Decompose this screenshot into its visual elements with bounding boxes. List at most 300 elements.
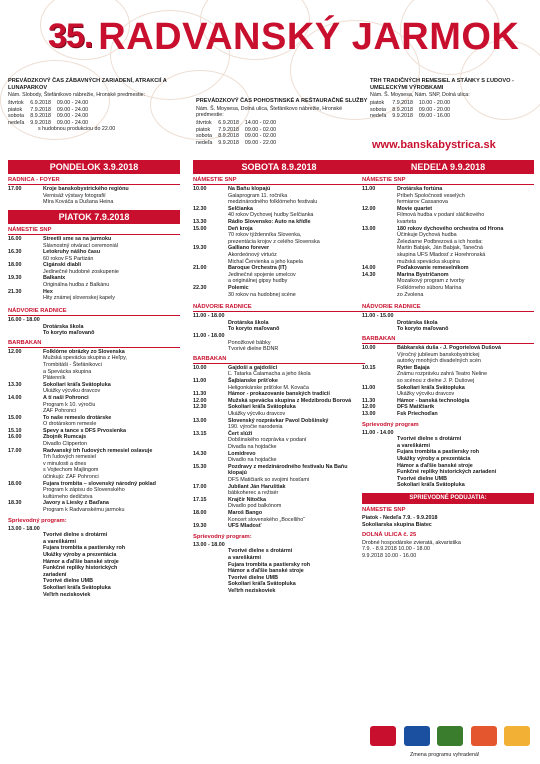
event-details	[43, 249, 180, 262]
event-time: 14.30	[362, 271, 376, 278]
event-description: Program k zápisu do Slovenského kultúrneho dedičstva	[43, 487, 125, 500]
event-description: Účinkuje Dychová hudba Železiarne Podbrezová a ich hostia: Martin Babjak, Ján Babjak, Tanečná skupina UFS Mladosť z Horehronská mužská spevácka skupina	[397, 232, 486, 265]
event-description: Známu rozprávku zahrá Teatro Neline so scénou z dielne J. P. Dušovej	[397, 371, 488, 385]
event-description: Galaprogram 11. ročníka medzinárodného folklórneho festivalu	[228, 192, 318, 206]
list-item: Fujara trombita a pastiersky roh	[228, 561, 311, 568]
venue-time	[8, 317, 180, 324]
event-title: Bábkarská duša - J. Pogorielová Dušová	[397, 345, 501, 352]
info-right-sub: Nám. Š. Moysesa, Nám. SNP, Dolná ulica:	[370, 92, 470, 99]
university-logo	[404, 726, 430, 746]
schedule-cell: 6.9.2018	[218, 119, 239, 126]
list-item: 9.9.2018 10.00 - 16.00	[362, 552, 417, 559]
event-details	[43, 448, 180, 481]
list-item: To koryto maľovanô	[397, 326, 449, 333]
schedule-row	[370, 100, 456, 107]
event-item	[362, 385, 534, 398]
schedule-row	[8, 107, 94, 114]
event-time: 22.30	[193, 284, 207, 291]
event-description: O drotárskom remesle	[43, 421, 97, 428]
event-item	[193, 265, 365, 285]
event-title: Slovenský rozprávkar Pavol Dobšinský	[228, 417, 329, 424]
info-left-table	[8, 100, 94, 126]
info-mid-sub: Nám. Š. Moysesa, Dolná ulica, Štefánikovo nábrežie, Hronské predmestie:	[196, 105, 343, 119]
event-description: 70 rokov týždenníka Slovenka, prezentácia krojov z celého Slovenska	[228, 232, 320, 245]
event-title: Selčianka	[228, 205, 253, 212]
event-time: 13.00	[193, 417, 207, 424]
event-description: Originálna hudba z Balkánu	[43, 282, 110, 289]
info-right-table	[370, 100, 456, 120]
event-description: Dobšinského rozprávka v podaní Divadla na hojdačke	[228, 437, 307, 450]
event-title: Šajbianske pršťoke	[228, 378, 278, 385]
list-item: Tvorivé dielne s drotármi a vareškármi	[397, 436, 462, 449]
event-details	[228, 464, 365, 484]
day-header-friday: PIATOK 7.9.2018	[8, 210, 180, 224]
venue-time	[193, 333, 365, 340]
schedule-cell: piatok	[196, 126, 211, 133]
venue-nadvorie-radnice: NÁDVORIE RADNICE	[193, 304, 365, 312]
event-item	[193, 431, 365, 451]
venue-namestie-snp: NÁMESTIE SNP	[362, 177, 534, 185]
event-details	[397, 206, 534, 226]
event-details	[397, 265, 534, 272]
events-barbakan	[362, 345, 534, 418]
event-title: 180 rokov dychového orchestra od Hrona	[397, 225, 504, 232]
schedule-cell: 6.9.2018	[30, 100, 51, 107]
event-description: Mužská spevácka skupina z Heľpy, Trombitáši - Štefánikovci a Spevácka skupina Plátenník	[43, 355, 127, 382]
event-title: Folklórne obrázky zo Slovenska	[43, 348, 125, 355]
event-item	[193, 418, 365, 431]
event-time: 14.30	[193, 450, 207, 457]
event-item	[193, 451, 365, 464]
event-item	[8, 448, 180, 481]
event-item	[8, 415, 180, 428]
schedule-cell: 09.00 - 24.00	[56, 100, 89, 107]
schedule-cell: 8.9.2018	[392, 106, 413, 113]
event-item	[8, 289, 180, 302]
list-item: Tvorivé dielne UMB	[228, 574, 279, 581]
event-title: Sokoliari kráľa Svätopluka	[43, 381, 111, 388]
event-details	[228, 265, 365, 285]
event-time: 16.00	[8, 434, 22, 441]
time: 13.00 - 18.00	[193, 541, 225, 548]
events-barbakan	[193, 365, 365, 530]
event-title: Fujara trombita – slovenský národný poklad	[43, 480, 156, 487]
event-details	[43, 275, 180, 288]
venue-nadvorie-radnice: NÁDVORIE RADNICE	[362, 304, 534, 312]
list-item: Hámor a ďaľšie banské stroje Funkčné repliky historických zariadení	[397, 462, 497, 476]
event-description: 40 rokov Dychovej hudby Selčianka	[228, 212, 314, 219]
event-details	[43, 481, 180, 501]
event-item	[8, 249, 180, 262]
schedule-cell: 09.00 - 24.00	[56, 119, 89, 126]
event-details	[43, 186, 180, 206]
event-title: DFS Matičiarik	[397, 404, 435, 411]
event-details	[43, 289, 180, 302]
events-sprievodny	[193, 548, 365, 594]
event-item	[193, 404, 365, 417]
event-title: Gajdoši a gajdošici	[228, 364, 278, 371]
venue-time	[362, 313, 534, 320]
event-title: Rytier Bajaja	[397, 364, 430, 371]
event-time: 19.30	[193, 523, 207, 530]
event-title: Pozdravy z medzinárodného festivalu Na Baňu klopajú	[228, 463, 348, 477]
event-time: 12.00	[8, 348, 22, 355]
event-time: 12.00	[193, 397, 207, 404]
event-time: 12.00	[362, 404, 376, 411]
event-description: 60 rokov FS Partizán	[43, 255, 94, 262]
list-item: Fujara trombita a pastiersky roh Ukážky výroby a prezentácia	[397, 449, 480, 463]
schedule-row	[196, 140, 282, 147]
event-time: 15.00	[8, 414, 22, 421]
event-title: Drotárska fortúna	[397, 186, 443, 193]
venue-time	[193, 542, 365, 549]
event-details	[228, 510, 365, 523]
list-item: Drobné hospodárske zvieratá, akvaristika	[362, 539, 461, 546]
schedule-row	[370, 107, 456, 114]
venue-sprievodny: Sprievodný program:	[193, 533, 252, 540]
event-details	[397, 226, 534, 266]
list-item: Veľtrh neziskoviek	[43, 591, 91, 598]
event-details	[43, 434, 180, 447]
event-description: Trh ľudových remesiel v minulosti a dnes s Vojtechom Majlingom účinkujú: ZAF Pohronci	[43, 454, 99, 481]
venue-barbakan: BARBAKAN	[8, 340, 180, 348]
event-time: 10.15	[362, 364, 376, 371]
venue-time	[193, 313, 365, 320]
schedule-cell: nedeľa	[196, 139, 213, 146]
schedule-cell: sobota	[370, 106, 386, 113]
event-time: 21.00	[193, 265, 207, 272]
event-time: 14.00	[8, 394, 22, 401]
info-mid-table	[196, 120, 282, 146]
list-item: Drotárska škola	[43, 323, 84, 330]
list-item: Tvorivé dielne BDNR	[228, 346, 279, 353]
event-item	[8, 349, 180, 382]
time: 11.00 - 14.00	[362, 429, 394, 436]
event-item	[362, 186, 534, 206]
list-item: Fujara trombita a pastiersky roh Ukážky výroby a prezentácia	[43, 545, 126, 559]
partner-logo	[437, 726, 463, 746]
event-item	[8, 395, 180, 415]
event-description: Príbeh Spoločnosti veselých fermiarov Cassanova	[397, 192, 465, 206]
event-details	[228, 219, 365, 226]
events-side-dolna	[362, 540, 534, 560]
events-sprievodny	[362, 436, 534, 489]
event-details	[397, 272, 534, 298]
event-item	[362, 411, 534, 418]
event-details	[397, 411, 534, 418]
venue-nadvorie-radnice: NÁDVORIE RADNICE	[8, 308, 180, 316]
event-details	[228, 451, 365, 464]
info-right-title: TRH TRADIČNÝCH REMESIEL A STÁNKY S ĽUDOVO - UMELECKÝMI VÝROBKAMI	[370, 78, 514, 91]
list-item: Tvorivé dielne s drotármi a vareškármi	[43, 532, 108, 545]
event-time: 17.00	[8, 186, 22, 193]
event-time: 11.30	[193, 391, 207, 398]
event-details	[228, 365, 365, 378]
event-description: Jedinečné spojenie umelcov a originálnej gipsy hudby	[228, 271, 296, 285]
event-title: Galliano forever	[228, 245, 270, 252]
event-time: 10.00	[193, 364, 207, 371]
website-link[interactable]: www.banskabystrica.sk	[372, 139, 496, 151]
event-title: Maroš Bango	[228, 509, 263, 516]
event-details	[397, 398, 534, 405]
event-details	[43, 500, 180, 513]
event-details	[397, 186, 534, 206]
event-description: Program k 10. výročiu ZAF Pohronci	[43, 401, 96, 415]
event-time: 15.10	[8, 427, 22, 434]
event-time: 12.30	[193, 404, 207, 411]
list-item: Sokoliari kráľa Svätopluka	[43, 585, 111, 591]
event-item	[8, 236, 180, 249]
event-details	[397, 365, 534, 385]
event-time: 17.00	[193, 483, 207, 490]
event-time: 13.15	[193, 430, 207, 437]
event-title: Spevy a tance s DFS Prvosienka	[43, 427, 126, 434]
info-left-title: PREVÁDZKOVÝ ČAS ZÁBAVNÝCH ZARIADENÍ, ATRAKCIÍ A LUNAPARKOV	[8, 78, 167, 91]
event-title: To naše remeslo drotárske	[43, 414, 112, 421]
schedule-cell: 9.9.2018	[30, 119, 51, 126]
event-description: Akordeónový virtuóz Michal Červienka a jeho kapela	[228, 252, 303, 265]
event-time: 16.30	[8, 249, 22, 256]
event-title: UFS Mladosť	[228, 523, 262, 530]
event-time: 11.00	[362, 186, 376, 193]
time: 13.00 - 18.00	[8, 525, 40, 532]
event-details	[397, 345, 534, 365]
event-item	[193, 285, 365, 298]
event-details	[228, 431, 365, 451]
event-description: Filmová hudba v podaní sláčikového kvarteta	[397, 212, 485, 226]
event-details	[228, 378, 365, 391]
event-details	[228, 497, 365, 510]
list-item: Sokoliarska skupina Biatec	[362, 521, 432, 528]
event-item	[362, 398, 534, 405]
page-title	[48, 14, 519, 60]
event-item	[8, 275, 180, 288]
venue-namestie-snp: NÁMESTIE SNP	[193, 177, 365, 185]
event-item	[362, 345, 534, 365]
event-time: 16.00	[8, 235, 22, 242]
event-title: Javory a Liesky z Baďana	[43, 500, 109, 507]
venue-time	[8, 526, 180, 533]
info-left-note: s hudobnou produkciou do 22.00	[38, 126, 116, 133]
list-item: Piatok - Nedeľa 7.9. - 9.9.2018	[362, 515, 438, 522]
venue-namestie-snp: NÁMESTIE SNP	[8, 227, 180, 235]
event-title: Baroque Orchestra (IT)	[228, 265, 287, 272]
event-item	[193, 398, 365, 405]
event-item	[362, 206, 534, 226]
event-item	[362, 272, 534, 298]
list-item: Ponožkové bábky	[228, 339, 271, 346]
title-text: RADVANSKÝ JARMOK	[98, 15, 520, 58]
event-details	[228, 186, 365, 206]
event-time: 18.30	[8, 500, 22, 507]
column-saturday	[193, 160, 365, 595]
event-item	[193, 464, 365, 484]
event-time: 12.00	[362, 205, 376, 212]
event-time: 11.00	[193, 378, 207, 385]
venue-radnica-foyer: RADNICA - FOYER	[8, 177, 180, 185]
event-title: Sokoliari kráľa Svätopluka	[397, 384, 465, 391]
festival-logo	[504, 726, 530, 746]
event-title: Streetli sme sa na jarmoku	[43, 235, 112, 242]
event-time: 13.00	[362, 225, 376, 232]
list-item: Sokoliari kráľa Svätopluka	[228, 581, 296, 588]
event-details	[43, 428, 180, 435]
event-time: 18.00	[8, 262, 22, 269]
schedule-cell: 09.00 - 24.00	[56, 106, 89, 113]
event-item	[193, 510, 365, 523]
event-details	[228, 206, 365, 219]
event-title: Movie quartet	[397, 205, 433, 212]
schedule-row	[8, 113, 94, 120]
event-details	[43, 382, 180, 395]
event-time: 10.00	[193, 186, 207, 193]
list-item: Tvorivé dielne UMB	[43, 578, 94, 585]
event-title: Polemic	[228, 284, 249, 291]
footer-note: Zmena programu vyhradená!	[410, 752, 480, 758]
schedule-cell: sobota	[8, 113, 24, 120]
event-time: 13.30	[8, 381, 22, 388]
event-item	[193, 365, 365, 378]
event-item	[193, 245, 365, 265]
event-title: Deň kroja	[228, 225, 253, 232]
event-details	[228, 523, 365, 530]
venue-dolna-ulica: DOLNÁ ULICA č. 25	[362, 531, 417, 538]
event-item	[193, 523, 365, 530]
event-time: 18.00	[193, 509, 207, 516]
event-time: 19.30	[193, 245, 207, 252]
event-details	[43, 262, 180, 275]
schedule-cell: 9.9.2018	[392, 113, 413, 120]
schedule-cell: 09.00 - 20.00	[418, 106, 451, 113]
event-item	[8, 428, 180, 435]
venue-barbakan: BARBAKAN	[193, 356, 365, 364]
event-time: 11.30	[362, 397, 376, 404]
event-title: Fsk Priechoďan	[397, 411, 438, 417]
event-description: Divadlo na hojdačke	[228, 457, 277, 464]
event-details	[228, 404, 365, 417]
events-barbakan	[8, 349, 180, 514]
event-details	[228, 245, 365, 265]
event-time: 10.00	[362, 345, 376, 352]
events-namestie-snp	[193, 186, 365, 298]
event-item	[8, 186, 180, 206]
event-item	[193, 378, 365, 391]
event-time: 11.00	[362, 384, 376, 391]
schedule-cell: nedeľa	[8, 119, 25, 126]
event-details	[228, 484, 365, 497]
event-description: Výročný jubileum banskobystrickej autorky mnohých divadelných scén	[397, 351, 481, 365]
info-right	[370, 78, 535, 120]
schedule-cell: štvrtok	[196, 119, 212, 126]
info-left-sub: Nám. Slobody, Štefánikovo nábrežie, Hronské predmestie:	[8, 92, 146, 99]
event-time: 14.00	[362, 265, 376, 272]
events-namestie-snp	[8, 236, 180, 302]
events-radnica-foyer	[8, 186, 180, 206]
event-description: Slávnostný otvárací ceremoniál	[43, 242, 118, 249]
schedule-row	[196, 127, 282, 134]
event-item	[8, 262, 180, 275]
time: 11.00 - 18.00	[193, 313, 225, 320]
event-details	[43, 349, 180, 382]
schedule-cell: štvrtok	[8, 100, 24, 107]
schedule-cell: 09.00 - 22.00	[244, 139, 277, 146]
event-item	[8, 382, 180, 395]
event-time: 13.30	[193, 219, 207, 226]
event-item	[193, 497, 365, 510]
list-item: To koryto maľovanô	[43, 330, 95, 337]
event-title: Letokruhy nášho času	[43, 249, 101, 256]
event-details	[43, 395, 180, 415]
time: 11.00 - 18.00	[193, 333, 225, 339]
event-details	[397, 385, 534, 398]
event-title: A tí naši Pohronci	[43, 394, 89, 401]
event-title: Kroje banskobystrického regiónu	[43, 186, 129, 193]
event-description: Ľ. Tatarka Čalamacha a jeho škola	[228, 371, 311, 378]
event-time: 17.00	[8, 447, 22, 454]
event-description: Koncert slovenského „Bocelliho“	[228, 516, 306, 523]
schedule-cell: 7.9.2018	[392, 100, 413, 107]
event-title: Krajčír Nitočka	[228, 496, 267, 503]
list-item: Hámor a ďaľšie banské stroje Funkčné repliky historických zariadení	[43, 558, 119, 578]
schedule-cell: 14.00 - 02.00	[244, 119, 277, 126]
events-namestie-snp	[362, 186, 534, 298]
event-description: 30 rokov na hudobnej scéne	[228, 291, 296, 298]
event-title: Rádio Slovensko: Auto na křídle	[228, 219, 311, 226]
schedule-cell: 8.9.2018	[218, 133, 239, 140]
time: 11.00 - 15.00	[362, 313, 394, 320]
event-description: Ukážky výcviku dravcov	[228, 411, 286, 417]
event-title: Hámor - prokazovanie banských tradícií	[228, 391, 330, 398]
event-description: Ukážky výcviku dravcov	[43, 388, 101, 395]
event-time: 15.30	[193, 463, 207, 470]
event-details	[228, 285, 365, 298]
venue-sprievodny: Sprievodný program:	[8, 517, 67, 524]
event-item	[362, 404, 534, 411]
event-title: Mužská spevácka skupina z Medzibrodu Borová	[228, 397, 352, 404]
event-title: Jubilant Ján Haruštiak	[228, 483, 286, 490]
schedule-cell: 7.9.2018	[218, 126, 239, 133]
schedule-cell: 09.00 - 24.00	[56, 113, 89, 120]
event-description: 190. výročie narodenia	[228, 424, 283, 431]
event-item	[8, 434, 180, 447]
venue-barbakan: BARBAKAN	[362, 336, 534, 344]
event-title: Cigánski diabli	[43, 262, 82, 269]
schedule-row	[8, 120, 94, 127]
time: 16.00 - 18.00	[8, 316, 40, 323]
event-item	[362, 365, 534, 385]
event-item	[193, 219, 365, 226]
list-item: Drotárska škola	[228, 319, 269, 326]
schedule-cell: sobota	[196, 133, 212, 140]
event-details	[228, 226, 365, 246]
day-header-saturday: SOBOTA 8.9.2018	[193, 160, 365, 174]
info-mid	[196, 98, 371, 146]
event-item	[8, 481, 180, 501]
event-item	[193, 206, 365, 219]
event-details	[397, 404, 534, 411]
schedule-row	[370, 113, 456, 120]
event-item	[193, 226, 365, 246]
events-sprievodny	[8, 532, 180, 598]
events-side-snp	[362, 515, 534, 528]
event-title: Marína Bystričanom	[397, 271, 449, 278]
events-nadvorie	[193, 320, 365, 333]
schedule-row	[8, 100, 94, 107]
event-details	[228, 398, 365, 405]
city-logo	[370, 726, 396, 746]
schedule-cell: 7.9.2018	[30, 106, 51, 113]
event-title: Na Baňu klopajú	[228, 186, 271, 193]
